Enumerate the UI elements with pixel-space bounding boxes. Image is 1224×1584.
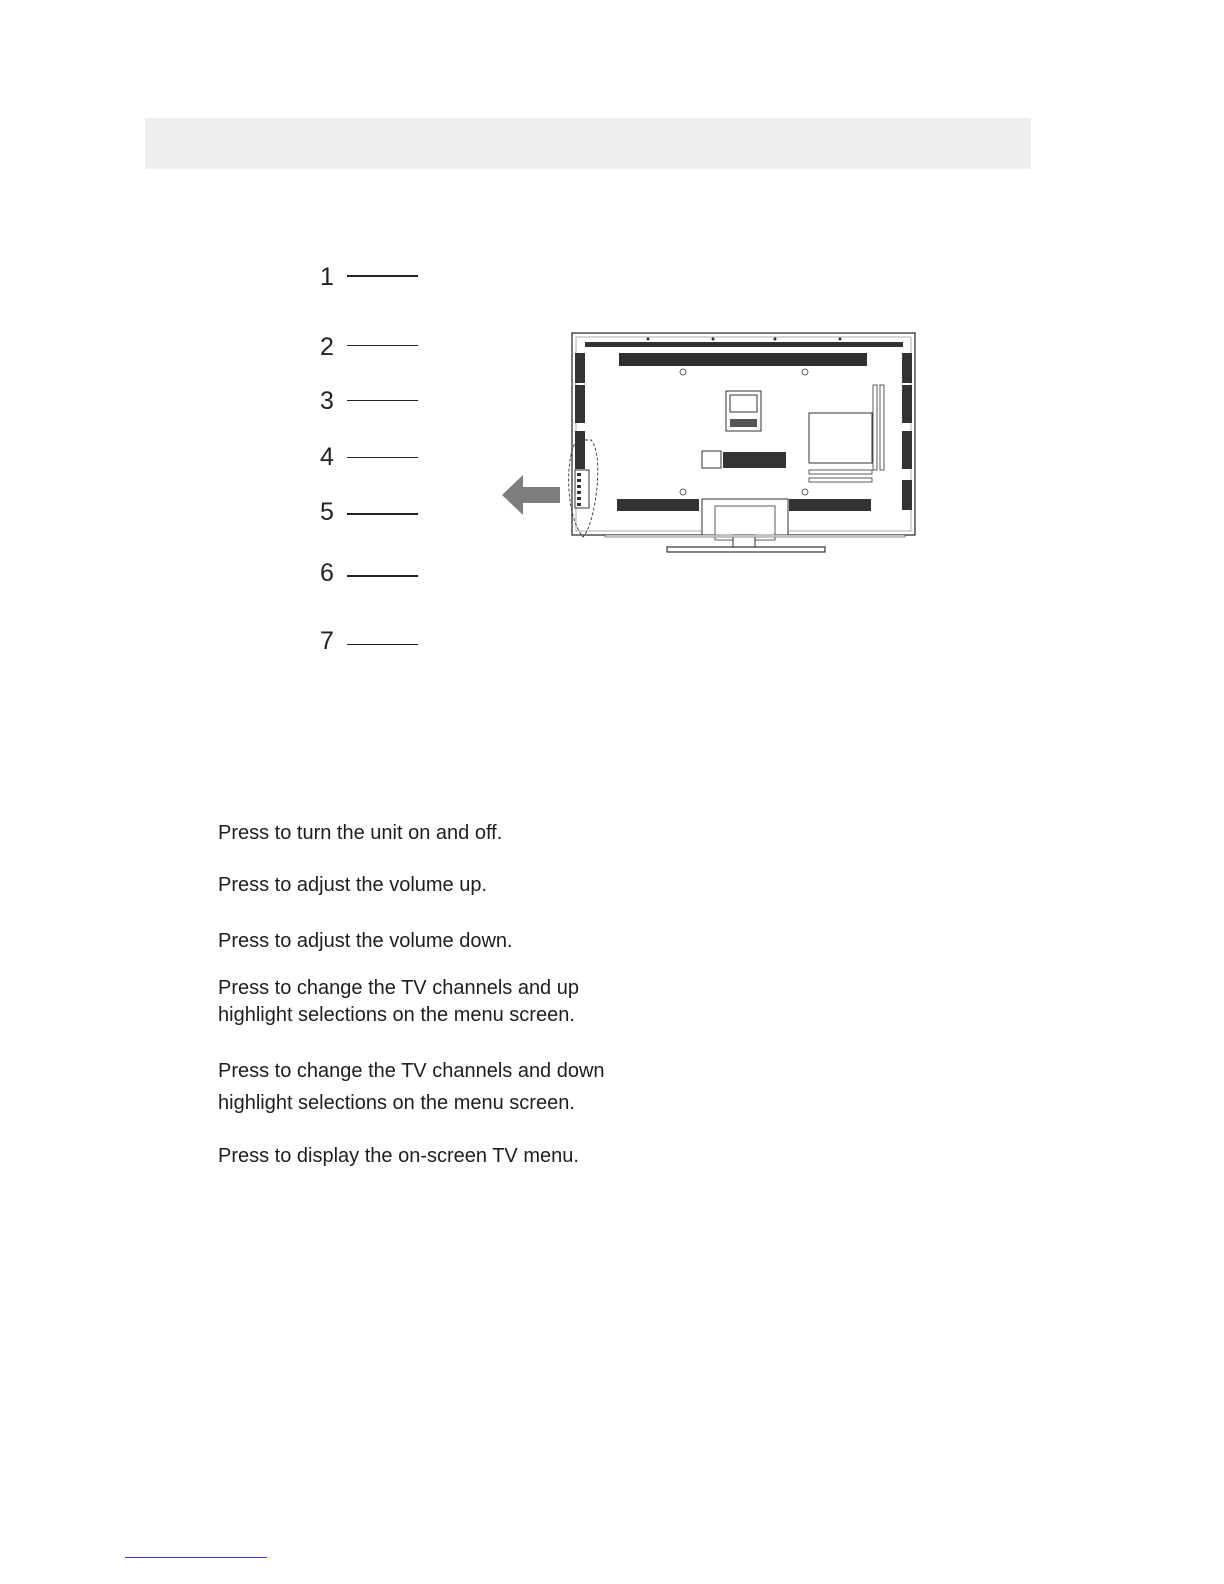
description-1: Press to turn the unit on and off. [218,822,503,844]
leader-line [347,345,418,346]
description-4-line-1: Press to change the TV channels and up [218,977,579,999]
upper-vent [619,353,867,366]
description-4-line-2: highlight selections on the menu screen. [218,1004,575,1026]
leader-line [347,275,418,277]
description-2: Press to adjust the volume up. [218,874,488,896]
tv-rear-view-illustration [495,325,925,565]
callout-number: 6 [320,559,334,587]
leader-line [347,575,418,577]
callout-3 [318,386,428,416]
section-header-band [145,118,1031,169]
leader-line [347,457,418,458]
callout-number: 5 [320,498,334,526]
leader-line [347,400,418,401]
callout-2 [318,332,428,362]
callout-5 [318,497,428,527]
callout-1 [318,262,428,292]
callout-4 [318,442,428,472]
description-5-line-2: highlight selections on the menu screen. [218,1092,575,1114]
callout-number: 7 [320,627,334,655]
callout-number: 3 [320,387,334,415]
callout-number: 4 [320,443,334,471]
leader-line [347,513,418,515]
callout-number: 2 [320,333,334,361]
description-5-line-1: Press to change the TV channels and down [218,1060,605,1082]
left-arrow-icon [502,475,560,515]
callout-number: 1 [320,263,334,291]
leader-line [347,644,418,645]
top-vent [585,342,903,347]
callout-7 [318,626,428,656]
callout-6 [318,558,428,588]
description-6: Press to display the on-screen TV menu. [218,1145,579,1167]
footer-rule [125,1557,267,1558]
description-3: Press to adjust the volume down. [218,930,513,952]
tv-stand-base [667,547,825,552]
